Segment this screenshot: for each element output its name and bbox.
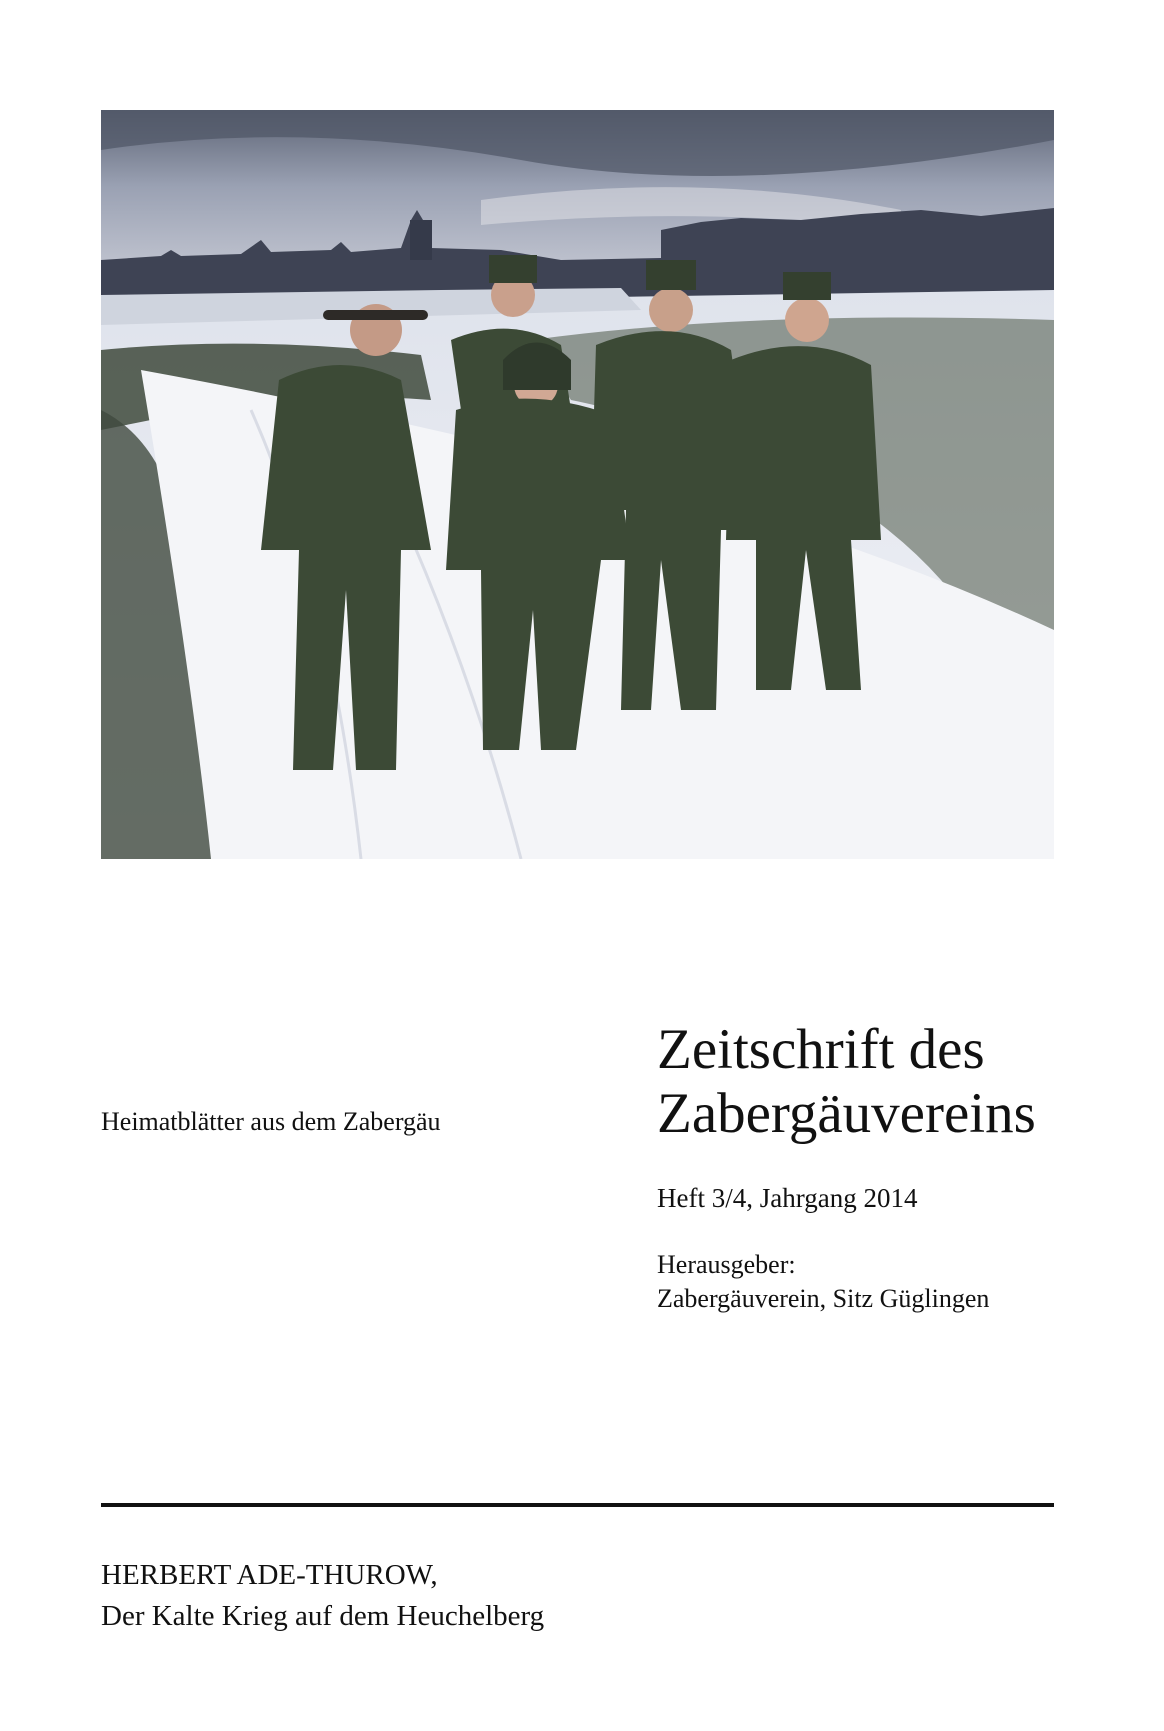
issue-info: Heft 3/4, Jahrgang 2014 [657, 1183, 918, 1213]
series-label: Heimatblätter aus dem Zabergäu [101, 1107, 441, 1136]
journal-title-line-1: Zeitschrift des [657, 1018, 985, 1081]
journal-title [657, 1018, 1036, 1146]
article-author: HERBERT ADE-THUROW, [101, 1559, 438, 1591]
section-divider [101, 1503, 1054, 1507]
cover-photo [101, 110, 1054, 859]
publisher-block [657, 1248, 989, 1316]
winter-soldiers-image [101, 110, 1054, 859]
featured-article [101, 1555, 544, 1637]
publisher-label: Herausgeber: [657, 1250, 796, 1279]
publisher-name: Zabergäuverein, Sitz Güglingen [657, 1284, 990, 1313]
journal-title-line-2: Zabergäuvereins [657, 1082, 1036, 1145]
article-title: Der Kalte Krieg auf dem Heuchelberg [101, 1600, 545, 1632]
